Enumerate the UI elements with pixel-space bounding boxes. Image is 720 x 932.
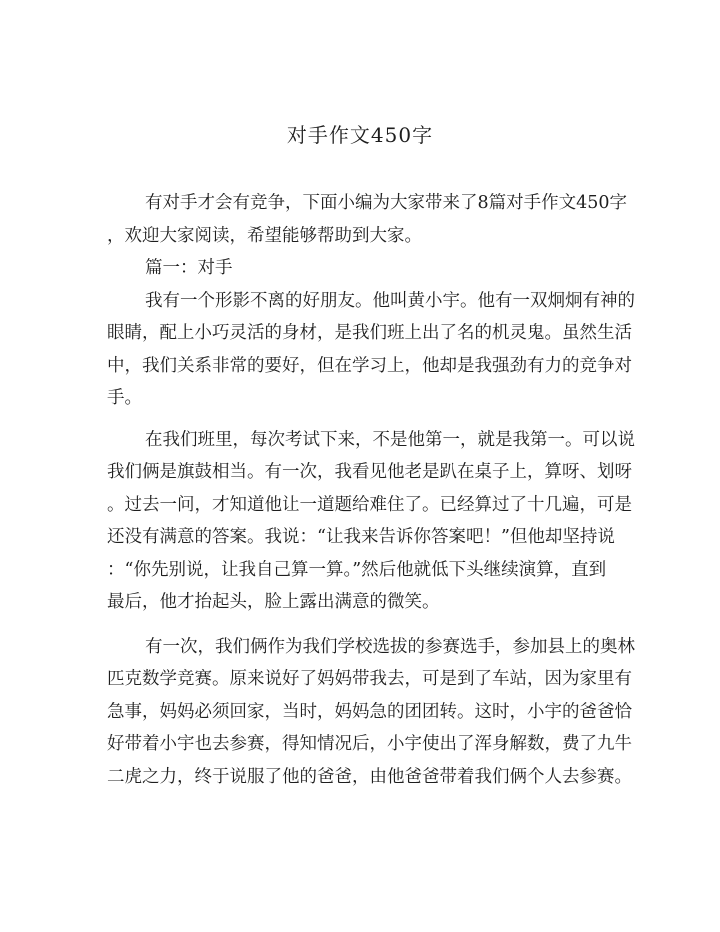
text-line: 有对手才会有竞争，下面小编为大家带来了8篇对手作文450字 — [145, 193, 628, 213]
paragraph — [107, 285, 635, 415]
paragraph — [107, 631, 635, 794]
document-title: 对手作文450字 — [286, 123, 434, 147]
text-line: 眼睛，配上小巧灵活的身材，是我们班上出了名的机灵鬼。虽然生活 — [107, 323, 632, 343]
text-line: 我们俩是旗鼓相当。有一次，我看见他老是趴在桌子上，算呀、划呀 — [107, 462, 632, 482]
text-line: 。过去一问，才知道他让一道题给难住了。已经算过了十几遍，可是 — [107, 494, 632, 515]
text-line: 最后，他才抬起头，脸上露出满意的微笑。 — [107, 592, 440, 612]
text-line: 中，我们关系非常的要好，但在学习上，他却是我强劲有力的竞争对 — [107, 355, 632, 376]
text-line: 在我们班里，每次考试下来，不是他第一，就是我第一。可以说 — [145, 429, 635, 450]
text-line: 有一次，我们俩作为我们学校选拔的参赛选手，参加县上的奥林 — [145, 636, 635, 657]
text-line: 篇一：对手 — [145, 258, 233, 278]
text-line: 手。 — [107, 388, 142, 408]
text-line: 急事，妈妈必须回家，当时，妈妈急的团团转。这时，小宇的爸爸恰 — [107, 701, 632, 722]
document-body — [107, 187, 635, 793]
paragraph-intro — [107, 187, 628, 252]
paragraph — [107, 424, 635, 619]
text-line: 好带着小宇也去参赛，得知情况后，小宇使出了浑身解数，费了九牛 — [107, 734, 632, 754]
section-heading — [107, 252, 617, 285]
text-line: ，欢迎大家阅读，希望能够帮助到大家。 — [107, 225, 422, 246]
text-line: 二虎之力，终于说服了他的爸爸，由他爸爸带着我们俩个人去参赛。 — [107, 766, 632, 787]
text-line: ：“你先别说，让我自己算一算。”然后他就低下头继续演算，直到 — [107, 559, 607, 580]
text-line: 我有一个形影不离的好朋友。他叫黄小宇。他有一双炯炯有神的 — [145, 290, 635, 311]
text-line: 还没有满意的答案。我说：“让我来告诉你答案吧！”但他却坚持说 — [107, 527, 615, 547]
text-line: 匹克数学竞赛。原来说好了妈妈带我去，可是到了车站，因为家里有 — [107, 669, 632, 689]
